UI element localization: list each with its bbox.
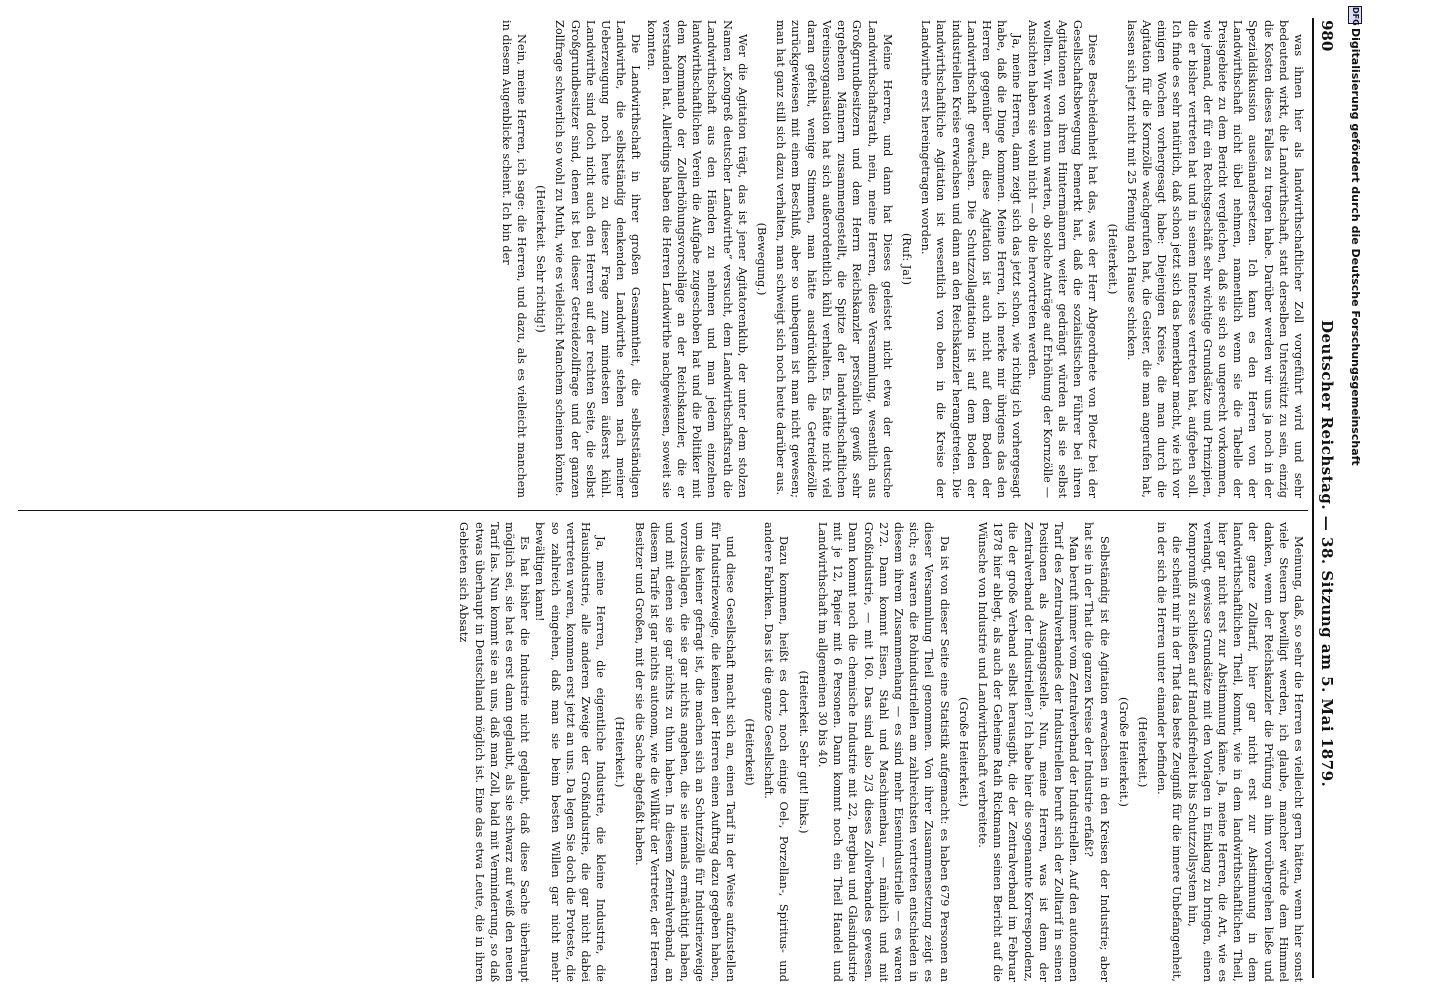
interjection: (Heiterkeit)	[743, 718, 757, 786]
paragraph: Meine Herren, und dann hat Dieses geleistet nicht etwa der deutsche Landwirthschaftsrath, nein, meine Herren, diese Versammlung, wesentlich aus Großgrundbesitzern und dem Herrn Reichskanzler persönlich gewiß sehr ergebenen Männern zusammengestellt, die Spitze der landwirthschaftlichen Vereinsorganisation hat sich außerordentlich kühl verhalten. Es hätte nicht viel daran gefehlt, wenige Stimmen, man hätte ausdrücklich die Getreidezölle zurückgewiesen mit einem Beschluß, aber so unbequem ist man nicht gewesen; man hat ganz still sich dazu verhalten, man schweigt sich noch heute darüber aus.	[774, 20, 894, 498]
paragraph: Ja, meine Herren, die eigentliche Industrie, die kleine Industrie, die Hausindustrie, alle anderen Zweige der Großindustrie, die gar nicht dabei vertreten waren, kommen erst jetzt an uns. Da legen Sie doch die Proteste, die so zahlreich eingehen, daß man sie beim besten Willen gar nicht mehr bewältigen kann!	[533, 522, 608, 982]
interjection: (Heiterkeit.)	[1105, 223, 1119, 295]
page-number: 980	[1318, 20, 1336, 52]
paragraph: und diese Gesellschaft macht sich an, einen Tarif in der Weise aufzustellen für Industriezweige, die keinen der Herren einen Auftrag dazu gegeben haben, um die keiner gefragt ist, die machen sich an Schutzzölle für Industriezweige vorzuschlagen, die sie gar nichts angehen, die sie niemals ermächtigt haben, und mit denen sie gar nichts zu thun haben. In diesem Zentralverband, an diesem Tarife ist gar nichts autonom, wie die Willkür der Vertreter, der Herren Besitzer und Großen, mit der sie die Sache abgefaßt haben.	[632, 522, 737, 982]
paragraph: Dazu kommen, heißt es dort, noch einige Oel-, Porzellan-, Spiritus- und andere Fabriken. Das ist die ganze Gesellschaft.	[762, 522, 791, 982]
page-title: Deutscher Reichstag. — 38. Sitzung am 5. Mai 1879.	[1318, 320, 1336, 788]
interjection: (Heiterkeit. Sehr richtig!)	[534, 185, 548, 333]
dfg-logo: DFG	[1348, 6, 1362, 24]
column-divider	[18, 510, 1308, 511]
footer-credit	[1346, 6, 1362, 986]
paragraph: Meinung, daß, so sehr die Herren es vielleicht gern hätten, wenn hier sonst viele Steuern bewilligt werden, ich glaube, mancher würde dem Himmel danken, wenn der Reichskanzler die Prüfung an ihm vorübergehen ließe und der ganze Zolltarif, hier gar nicht erst zur Abstimmung in dem landwirthschaftlichen Theil, kommt, wie in dem landwirthschaftlichen Theil, hier gar nicht erst zur Abstimmung käme. Ja, meine Herren, die Art, wie es verlangt, gewisse Grundsätze mit den Vorlagen in Einklang zu bringen, einen Kompromiß zu schließen auf Handelsfreiheit bis Schutzzollsystem hin,	[1185, 522, 1305, 982]
paragraph: Es hat bisher die Industrie nicht geglaubt, daß diese Sache überhaupt möglich sei, sie hat es erst dann geglaubt, als sie schwarz auf weiß den neuen Tarif las. Nun kommt sie an uns, daß man Zoll, bald mit Verminderung, so daß etwas überhaupt in Deutschland möglich ist. Eine das etwa Leute, die in ihren Gebieten sich Absatz	[457, 522, 532, 982]
interjection: (Heiterkeit. Sehr gut! links.)	[796, 670, 810, 834]
interjection: (Ruf: Ja!)	[899, 233, 913, 285]
paragraph: Ja, meine Herren, dann zeigt sich das jetzt schon, wie richtig ich vorhergesagt habe, daß die Dinge kommen. Meine Herren, ich merke mir übrigens das den Herren gegenüber an, diese Agitation ist auch nicht auf dem Boden der Landwirthschaft gewachsen. Die Schutzzollagitation ist auf dem Boden der industriellen Kreise erwachsen und dann an den Reichskanzler herangetreten. Die landwirthschaftliche Agitation ist wesentlich von oben in die Kreise der Landwirthe erst hereingetragen worden.	[919, 20, 1024, 498]
paragraph: Diese Bescheidenheit hat das, was der Herr Abgeordnete von Ploetz bei der Gesellschaftsbewegung bemerkt hat, daß die sozialistischen Führer bei ihren Agitationen von ihren Hintermännern weiter gedrängt würden als sie selbst wollten. Wir werden nun warten, ob solche Anträge auf Erhöhung der Kornzölle — Ansichten haben sie wohl nicht — ob die hervortreten werden.	[1025, 20, 1100, 498]
paragraph: die scheint mir in der That das beste Zeugniß für die innere Unbefangenheit, in der sich die Herren unter einander befinden.	[1155, 522, 1184, 982]
column-left	[36, 20, 1306, 498]
digitization-credit: Digitalisierung gefördert durch die Deutsche Forschungsgemeinschaft	[1349, 28, 1362, 466]
paragraph: Die Landwirthschaft in ihrer großen Gesammtheit, die selbstständigen Landwirthe, die selbstständig denkenden Landwirthe stehen nach meiner Ueberzeugung noch heute zu dieser Frage zum mindesten äußerst kühl. Landwirthe sind doch nicht auch den Herren auf der rechten Seite, die selbst Großgrundbesitzer sind, denen ist bei dieser Getreidezollfrage und der ganzen Zollfrage schwerlich so wohl zu Muth, wie es vielleicht Manchem scheinen könnte.	[553, 20, 643, 498]
column-right	[36, 522, 1306, 982]
interjection: (Heiterkeit.)	[1135, 716, 1149, 788]
paragraph: Man beruft immer vom Zentralverband der Industriellen. Auf den autonomen Tarif des Zentralverbandes der Industriellen beruft sich der Zolltarif in seinen Positionen als Ausgangsstelle. Nun, meine Herren, was ist denn der Zentralverband der Industriellen? Ich habe hier die sogenannte Korrespondenz, die der große Verband selbst herausgibt, die der Zentralverband im Februar 1878 hier ablegt, als auch der Geheime Rath Rickmann seinen Bericht auf die Wünsche von Industrie und Landwirthschaft verbreitete.	[975, 522, 1081, 982]
interjection: (Große Heiterkeit.)	[1116, 697, 1130, 807]
paragraph: Wer die Agitation trägt, das ist jener Agitatorenklub, der unter dem stolzen Namen „Kongreß deutscher Landwirthe“ versucht, dem Landwirthschaftsrath die Landwirthschaft aus den Händen zu nehmen und man jedem einzelnen landwirthschaftlichen Verein die Aufgabe zugeschoben hat und die Politiker mit dem Kommando der Zollerhöhungsvorschläge an der Reichskanzler, die er verstanden hat. Allerdings haben die Herren Landwirthe nachgewiesen, soweit sie konnten.	[644, 20, 749, 498]
paragraph: Da ist von dieser Seite eine Statistik aufgemacht: es haben 679 Personen an dieser Versammlung Theil genommen. Von ihrer Zusammensetzung zeigt es sich; es waren die Rohindustriellen am zahlreichsten vertreten entschieden in diesem ihrem Zusammenhang — es sind mehr Eisenindustrielle — es waren 272. Dann kommt Eisen, Stahl und Maschinenbau, — nämlich und mit Großindustrie, — mit 160. Das sind also 2/3 dieses Zollverbandes gewesen. Dann kommt noch die chemische Industrie mit 22, Bergbau und Glasindustrie mit je 12, Papier mit 6 Personen. Dann kommt noch ein Theil Handel und Landwirthschaft im allgemeinen 30 bis 40.	[815, 522, 951, 982]
paragraph: Nein, meine Herren, ich sage: die Herren, und dazu, als es vielleicht manchem in diesem Augenblicke scheint. Ich bin der	[499, 20, 529, 498]
header-rule	[1312, 18, 1314, 978]
paragraph: Selbständig ist die Agitation erwachsen in den Kreisen der Industrie; aber hat sie in der That die ganzen Kreise der Industrie erfaßt?	[1082, 522, 1111, 982]
interjection: (Heiterkeit.)	[613, 716, 627, 788]
interjection: (Große Heiterkeit.)	[956, 697, 970, 807]
paragraph: was ihnen hier als landwirthschaftlicher Zoll vorgeführt wird und sehr bedeutend wirkt, die Landwirthschaft, statt derselben Unterstützt zu sein, einzig die Kosten dieses Falles zu tragen habe. Darüber werden wir uns ja noch in der Spezialdiskussion auseinandersetzen. Ich kann es den Herren von der Landwirthschaft nicht übel nehmen, namentlich wenn sie die Tabelle der Preisgebiete zu dem Bericht vergleichen, daß sie sich so ungerecht vorkommen, wie jemand, der für ein Rechtsgeschäft sehr wichtige Grundsätze und Prinzipien, die er bisher vertreten hat und in seinem Interesse vertreten hat, aufgeben soll. Ich finde es sehr natürlich, daß schon jetzt sich das bemerkbar macht, wie ich vor einigen Wochen vorhergesagt habe: Diejenigen Kreise, die man durch die Agitation für die Kornzölle wachgerufen hat, die Geister, die man angerufen hat, lassen sich jetzt nicht mit 25 Pfennig nach Hause schicken.	[1124, 20, 1305, 498]
interjection: (Bewegung.)	[755, 222, 769, 296]
